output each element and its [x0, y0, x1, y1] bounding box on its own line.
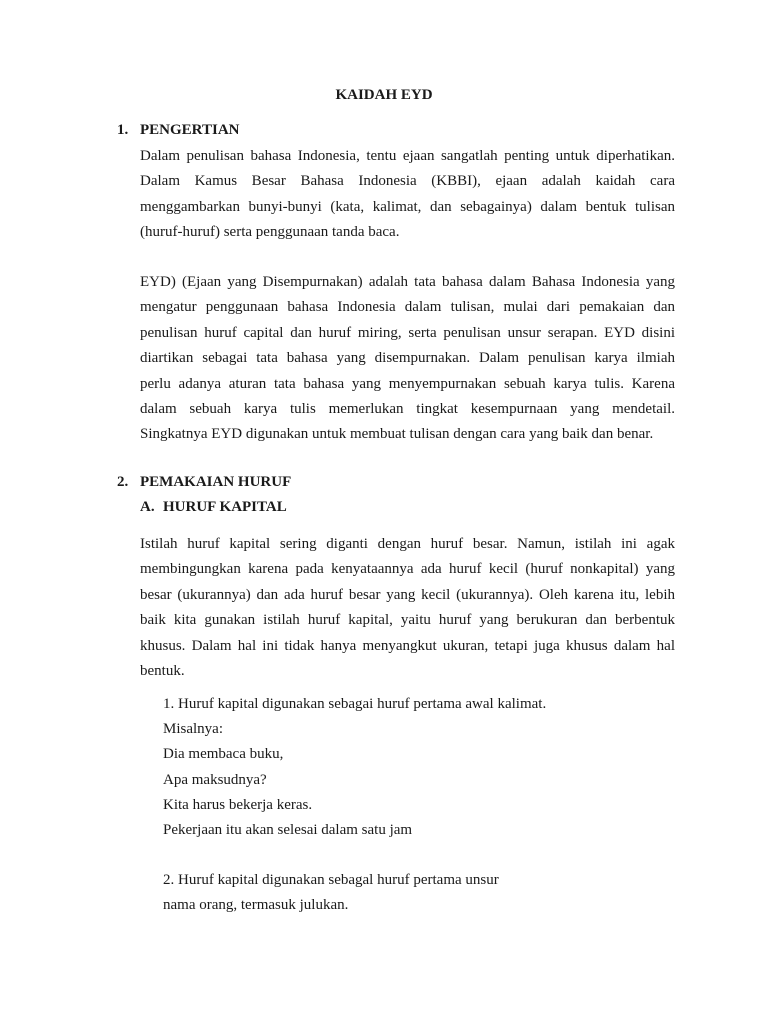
text-line: dalam sebuah karya tulis memerlukan tingkat kesempurnaan yang mendetail. [140, 400, 675, 417]
text-line: besar (ukurannya) dan ada huruf besar yang kecil (ukurannya). Oleh karena itu, lebih [140, 586, 675, 603]
text-line: perlu adanya aturan tata bahasa yang menyempurnakan sebuah karya tulis. Karena [140, 375, 675, 392]
text-line: (huruf-huruf) serta penggunaan tanda baca. [140, 224, 400, 241]
text-line: membingungkan karena pada kenyataannya ada huruf kecil (huruf nonkapital) yang [140, 561, 675, 578]
rule-2-block [163, 868, 499, 918]
section-title: PENGERTIAN [140, 122, 240, 138]
paragraph-huruf-kapital [140, 532, 675, 684]
example-line: Pekerjaan itu akan selesai dalam satu jam [163, 821, 413, 838]
section-number: 2. [117, 474, 129, 490]
text-line: penulisan huruf capital dan huruf miring, serta penulisan unsur serapan. EYD disini [140, 324, 675, 341]
example-line: Dia membaca buku, [163, 746, 284, 763]
example-line: Apa maksudnya? [163, 771, 267, 788]
text-line: Dalam Kamus Besar Bahasa Indonesia (KBBI), ejaan adalah kaidah cara [140, 173, 675, 190]
section-number: 1. [117, 122, 129, 138]
example-line: Kita harus bekerja keras. [163, 796, 313, 813]
text-line: Singkatnya EYD digunakan untuk membuat tulisan dengan cara yang baik dan benar. [140, 426, 654, 443]
example-label: Misalnya: [163, 721, 223, 738]
subsection-number: A. [140, 499, 155, 515]
rule-2-text: 2. Huruf kapital digunakan sebagal huruf pertama unsur [163, 872, 499, 888]
text-line: bentuk. [140, 662, 185, 679]
text-line: mengatur penggunaan bahasa Indonesia dalam tulisan, mulai dari pemakaian dan [140, 299, 675, 316]
text-line: baik kita gunakan istilah huruf kapital, yaitu huruf yang berukuran dan berbentuk [140, 612, 675, 629]
subsection-title: HURUF KAPITAL [163, 499, 287, 515]
text-line: Dalam penulisan bahasa Indonesia, tentu ejaan sangatlah penting untuk diperhatikan. [140, 148, 675, 164]
paragraph-pengertian-1 [140, 144, 675, 246]
rule-1-text: 1. Huruf kapital digunakan sebagai huruf pertama awal kalimat. [163, 696, 547, 712]
paragraph-pengertian-2 [140, 270, 675, 448]
text-line: diartikan sebagai tata bahasa yang disempurnakan. Dalam penulisan karya ilmiah [140, 350, 675, 367]
text-line: Istilah huruf kapital sering diganti dengan huruf besar. Namun, istilah ini agak [140, 536, 675, 552]
section-title: PEMAKAIAN HURUF [140, 474, 292, 490]
document-title: KAIDAH EYD [335, 87, 433, 103]
rule-2-text-continued: nama orang, termasuk julukan. [163, 897, 349, 914]
text-line: menggambarkan bunyi-bunyi (kata, kalimat, dan sebagainya) dalam bentuk tulisan [140, 198, 675, 215]
text-line: khusus. Dalam hal ini tidak hanya menyangkut ukuran, tetapi juga khusus dalam hal [140, 637, 675, 654]
rule-1-block [163, 692, 546, 843]
text-line: EYD) (Ejaan yang Disempurnakan) adalah tata bahasa dalam Bahasa Indonesia yang [140, 274, 675, 290]
